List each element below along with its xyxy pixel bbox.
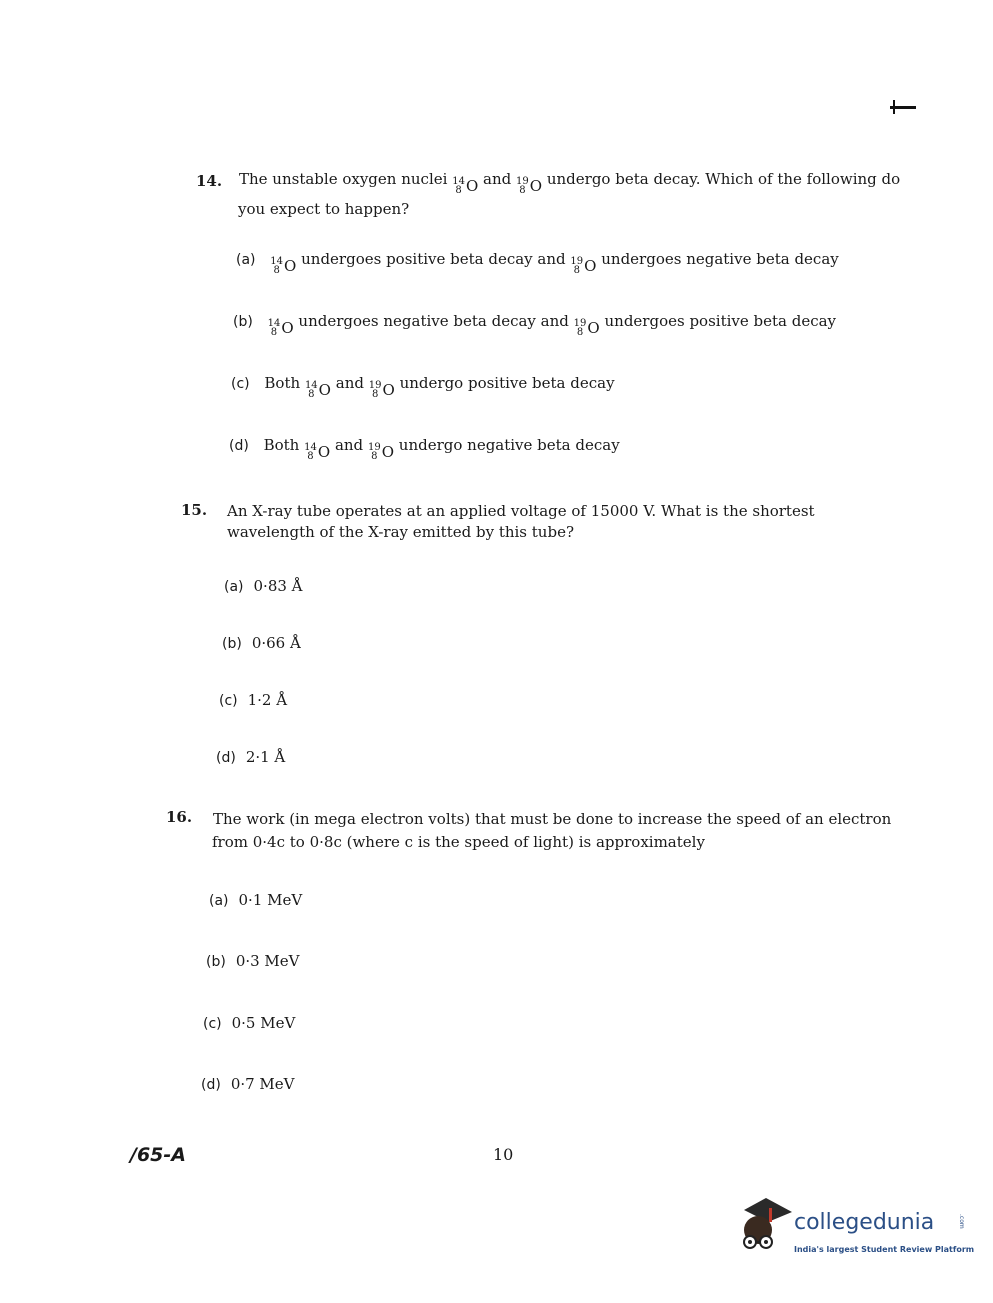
q16-option-c <box>203 1014 295 1032</box>
option-text-1: undergoes positive beta decay and <box>301 250 566 268</box>
option-label: (a) <box>209 893 229 909</box>
option-label: (b) <box>222 636 242 652</box>
q14-option-b <box>233 312 836 337</box>
brand-suffix: .com <box>958 1214 965 1229</box>
option-text-2: undergoes negative beta decay <box>601 250 839 268</box>
q16-option-d <box>201 1075 295 1093</box>
page-number: 10 <box>493 1145 514 1164</box>
option-text-2: undergoes positive beta decay <box>604 312 837 330</box>
q16-option-a <box>209 891 302 909</box>
option-value: 2·1 Å <box>245 748 286 766</box>
nuclide-o19: 19 8 O <box>573 318 600 338</box>
q15-option-b <box>222 634 301 652</box>
nuclide-o19: 19 8 O <box>368 380 395 400</box>
option-label: (d) <box>201 1077 221 1093</box>
q14-line1-post: undergo beta decay. Which of the following do <box>546 170 901 188</box>
option-mid: and <box>334 436 364 454</box>
option-label: (c) <box>219 693 238 709</box>
brand-tagline: India's largest Student Review Platform <box>794 1245 975 1254</box>
q16-line2: from 0·4c to 0·8c (where c is the speed of light) is approximately <box>212 833 705 851</box>
option-value: 0·3 MeV <box>235 952 300 970</box>
option-mid: and <box>335 374 364 392</box>
nuclide-o19: 19 8 O <box>570 256 597 276</box>
nuclide-o14: 14 8 O <box>270 256 297 276</box>
q16-number: 16. <box>166 808 193 826</box>
nuclide-o14: 14 8 O <box>452 176 479 196</box>
q14-line1-and: and <box>483 170 512 188</box>
option-value: 0·5 MeV <box>231 1014 296 1032</box>
option-text-1: undergoes negative beta decay and <box>298 312 569 330</box>
option-label: (a) <box>224 579 244 595</box>
q14-line1-pre: The unstable oxygen nuclei <box>239 170 448 188</box>
option-label: (b) <box>233 314 253 330</box>
q15-option-c <box>219 691 287 709</box>
option-pre: Both <box>264 374 301 392</box>
nuclide-o14: 14 8 O <box>267 318 294 338</box>
option-label: (d) <box>229 438 249 454</box>
corner-mark-vertical <box>893 100 895 114</box>
q14-option-d <box>229 436 620 461</box>
option-pre: Both <box>263 436 300 454</box>
q15-option-a <box>224 577 303 595</box>
q16-option-b <box>206 952 300 970</box>
nuclide-o19: 19 8 O <box>516 176 543 196</box>
option-post: undergo positive beta decay <box>399 374 615 392</box>
option-value: 1·2 Å <box>247 691 288 709</box>
option-label: (b) <box>206 954 226 970</box>
option-value: 0·7 MeV <box>230 1075 295 1093</box>
option-label: (c) <box>231 376 250 392</box>
option-value: 0·66 Å <box>251 634 301 652</box>
q15-line2: wavelength of the X-ray emitted by this tube? <box>227 523 574 541</box>
nuclide-o14: 14 8 O <box>304 380 331 400</box>
nuclide-o19: 19 8 O <box>367 442 394 462</box>
option-value: 0·83 Å <box>253 577 303 595</box>
q16-line1: The work (in mega electron volts) that must be done to increase the speed of an electron <box>213 810 892 828</box>
paper-code: /65-A <box>130 1144 186 1166</box>
q15-option-d <box>216 748 285 766</box>
option-value: 0·1 MeV <box>238 891 303 909</box>
q15-line1: An X-ray tube operates at an applied voltage of 15000 V. What is the shortest <box>227 502 815 520</box>
q14-line2: you expect to happen? <box>238 200 410 218</box>
mascot-icon <box>736 1196 794 1256</box>
option-post: undergo negative beta decay <box>398 436 620 454</box>
q14-number: 14. <box>196 172 223 190</box>
collegedunia-watermark <box>736 1196 975 1266</box>
option-label: (a) <box>236 252 256 268</box>
option-label: (d) <box>216 750 236 766</box>
option-label: (c) <box>203 1016 222 1032</box>
nuclide-o14: 14 8 O <box>304 442 331 462</box>
q15-number: 15. <box>181 501 208 519</box>
q14-option-a <box>236 250 839 275</box>
brand-name: collegedunia <box>794 1210 935 1235</box>
q14-line1 <box>239 168 900 197</box>
q14-option-c <box>231 374 615 399</box>
